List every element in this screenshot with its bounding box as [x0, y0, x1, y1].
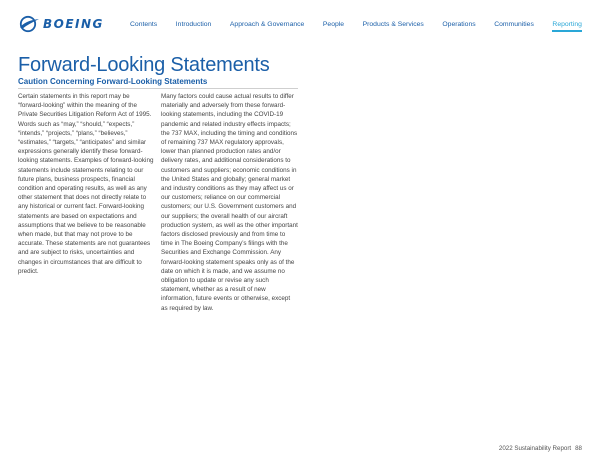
body-column-left: [18, 92, 154, 276]
nav-operations[interactable]: Operations: [442, 21, 476, 28]
paragraph-risk-factors: Many factors could cause actual results to differ materially and adversely from these forward-looking statements, including the COVID-19 pandemic and related industry effects impacts; the 737 MAX, including the timing and conditions of remaining 737 MAX regulatory approvals, lower than planned production rates and/or delivery rates, and additional considerations to customers and suppliers; economic conditions in the United States and globally; general market and industry conditions as they may affect us or our customers; reliance on our commercial customers; our U.S. Government customers and our suppliers; the overall health of our aircraft production system, as well as the other important factors disclosed previously and from time to time in The Boeing Company’s filings with the Securities and Exchange Commission. Any forward-looking statement speaks only as of the date on which it is made, and we assume no obligation to update or revise any such statement, whether as a result of new information, future events or otherwise, except as required by law.: [161, 93, 298, 312]
report-name: 2022 Sustainability Report: [498, 445, 572, 452]
nav-products-services[interactable]: Products & Services: [362, 21, 424, 28]
nav-communities[interactable]: Communities: [494, 21, 534, 28]
section-subtitle: Caution Concerning Forward-Looking Statements: [18, 77, 208, 86]
top-navigation: [130, 21, 582, 32]
nav-people[interactable]: People: [322, 21, 345, 28]
body-column-right: [161, 92, 298, 313]
logo-wordmark: BOEING: [43, 17, 104, 31]
nav-contents[interactable]: Contents: [130, 21, 158, 28]
boeing-symbol-icon: [18, 15, 40, 33]
nav-approach-governance[interactable]: Approach & Governance: [229, 21, 305, 28]
divider: [18, 88, 298, 89]
page-footer: [499, 445, 582, 452]
page-number: 88: [575, 445, 582, 452]
header: [0, 0, 600, 50]
boeing-logo[interactable]: [18, 14, 104, 34]
page-title: Forward-Looking Statements: [18, 54, 270, 76]
paragraph-forward-looking-definition: Certain statements in this report may be “forward-looking” within the meaning of the Private Securities Litigation Reform Act of 1995. Words such as “may,” “should,” “expects,” “intends,” “projects,” “plans,” “believes,” “estimates,” “targets,” “anticipates” and similar expressions generally identify these forward-looking statements. Examples of forward-looking statements include statements relating to our future plans, business prospects, financial condition and operating results, as well as any other statement that does not directly relate to any historical or current fact. Forward-looking statements are based on expectations and assumptions that we believe to be reasonable when made, but that may not prove to be accurate. These statements are not guarantees and are subject to risks, uncertainties and changes in circumstances that are difficult to predict.: [18, 93, 154, 275]
nav-reporting[interactable]: Reporting: [552, 21, 581, 32]
nav-introduction[interactable]: Introduction: [175, 21, 212, 28]
